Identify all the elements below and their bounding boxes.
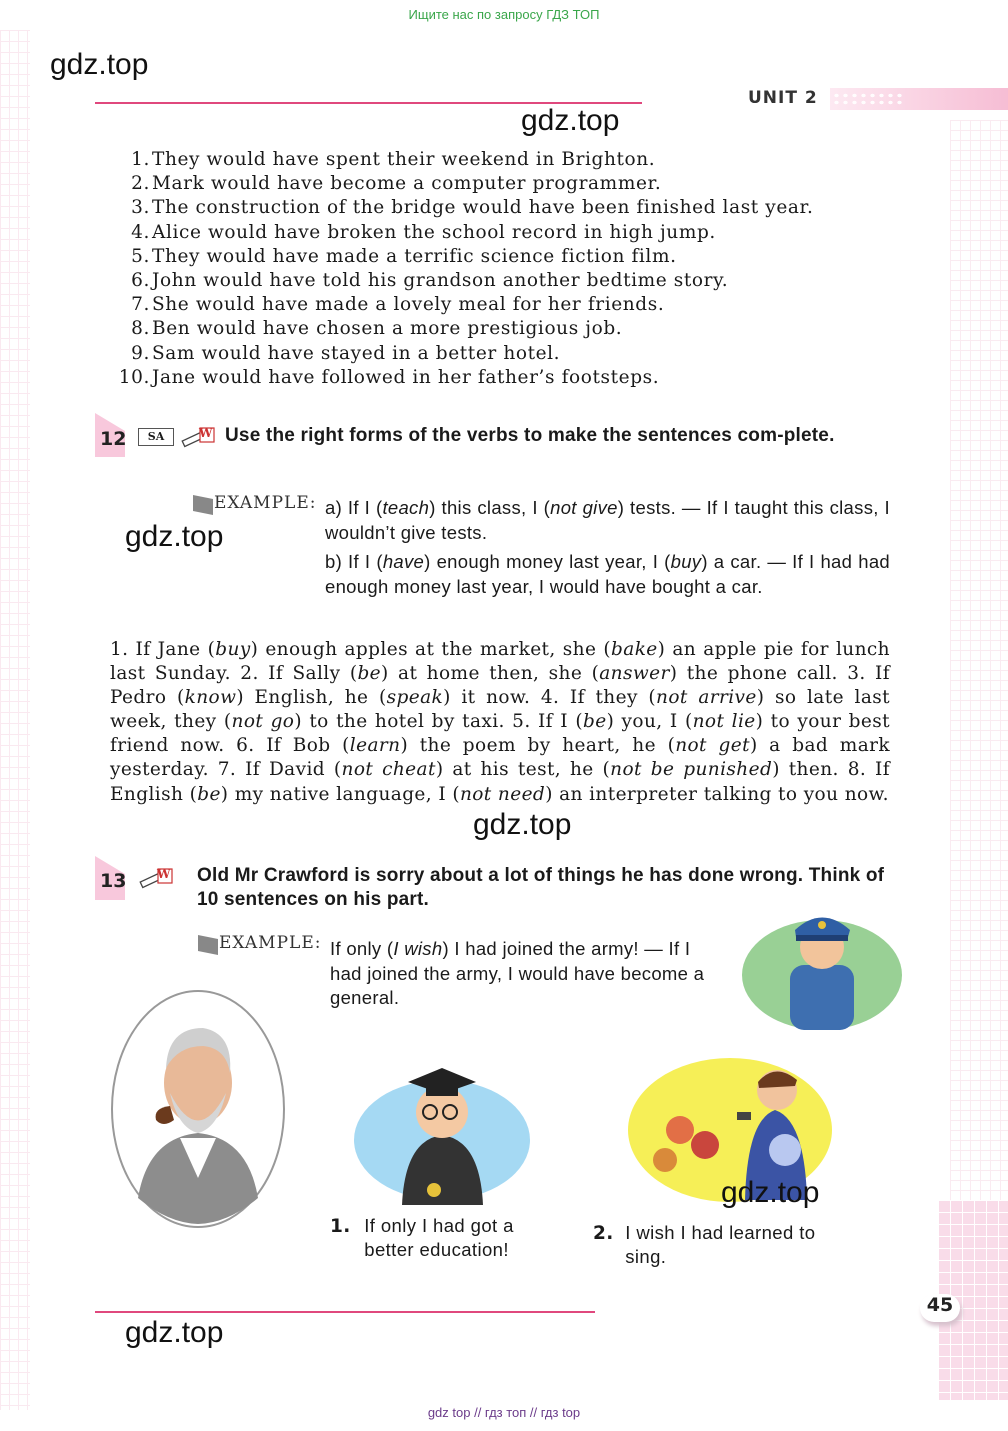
exercise-text: ) the poem by heart, he (: [400, 735, 676, 757]
watermark: gdz.top: [721, 1176, 820, 1209]
task-12-example-b: [325, 550, 890, 599]
page-number: 45: [920, 1294, 960, 1322]
list-item: [108, 197, 908, 221]
caption-text: If only I had got a better education!: [364, 1215, 514, 1260]
caption-text: I wish I had learned to sing.: [625, 1222, 816, 1267]
list-item-text: Alice would have broken the school record in high jump.: [152, 221, 716, 243]
list-item-number: 2.: [131, 173, 150, 195]
writing-icon-letter: W: [157, 867, 171, 881]
mr-crawford-portrait: [108, 988, 290, 1232]
list-item-number: 5.: [131, 245, 150, 267]
example-text: ) enough money last year, I (: [424, 551, 671, 572]
list-item-number: 7.: [131, 294, 150, 316]
list-item: [108, 222, 908, 246]
example-flag-icon: [198, 935, 220, 955]
exercise-verb: speak: [386, 687, 444, 709]
list-item: [108, 343, 908, 367]
left-margin-pattern: [0, 30, 30, 1410]
list-item-number: 6.: [131, 269, 150, 291]
list-item-text: They would have spent their weekend in Brighton.: [152, 149, 656, 170]
task-13-example: [330, 937, 725, 1011]
exercise-verb: know: [184, 687, 237, 709]
exercise-text: ) it now. 4. If they (: [443, 687, 657, 709]
exercise-verb: be: [357, 663, 382, 685]
general-illustration: [740, 895, 905, 1035]
list-item-text: Sam would have stayed in a better hotel.: [152, 342, 561, 364]
task-12-number: 12: [100, 428, 127, 450]
exercise-verb: bake: [611, 639, 658, 660]
example-text: ) this class, I (: [429, 497, 551, 518]
list-item: [108, 270, 908, 294]
example-label-text: EXAMPLE:: [214, 493, 317, 513]
watermark: gdz.top: [473, 808, 572, 841]
task-13-number: 13: [100, 870, 127, 892]
example-text: ) a car. — If I had had enough money last year, I would have bought a car.: [325, 551, 890, 597]
caption-number: 1.: [330, 1216, 351, 1237]
watermark: gdz.top: [125, 520, 224, 553]
exercise-verb: not go: [231, 711, 295, 733]
list-item: [108, 149, 908, 173]
exercise-text: 1. If Jane (: [110, 639, 216, 660]
top-search-note: Ищите нас по запросу ГДЗ ТОП: [408, 7, 600, 22]
task-12-exercise-text: [110, 638, 890, 807]
bottom-note: gdz top // гдз топ // гдз top: [427, 1405, 581, 1420]
graduate-illustration: [350, 1030, 535, 1210]
writing-icon-letter: W: [199, 426, 213, 440]
example-text: a) If I (: [325, 497, 383, 518]
exercise-text: ) an interpreter talking to you now.: [545, 783, 889, 805]
caption-number: 2.: [593, 1223, 614, 1244]
example-flag-icon: [193, 495, 215, 515]
exercise-verb: answer: [599, 663, 670, 685]
example-label-text: EXAMPLE:: [219, 933, 322, 953]
list-item-number: 1.: [131, 149, 150, 170]
exercise-text: ) to the hotel by taxi. 5. If I (: [294, 711, 583, 733]
exercise-verb: not get: [675, 735, 750, 757]
list-item-number: 10.: [118, 366, 150, 388]
exercise-verb: be: [197, 783, 221, 805]
example-verb: teach: [382, 497, 430, 518]
list-item-text: Mark would have become a computer programmer.: [152, 173, 662, 195]
list-item-text: Jane would have followed in her father’s footsteps.: [152, 366, 660, 388]
watermark: gdz.top: [521, 104, 620, 137]
exercise-text: ) then. 8. If English (: [110, 759, 891, 805]
watermark: gdz.top: [125, 1316, 224, 1349]
example-text: ) I had joined the army! — If I had joined the army, I would have become a general.: [330, 938, 705, 1008]
exercise-text: ) at his test, he (: [435, 759, 611, 781]
exercise-text: ) the phone call. 3. If Pedro (: [110, 663, 890, 709]
right-margin-pattern: [950, 120, 1008, 1200]
list-item-text: She would have made a lovely meal for her friends.: [152, 294, 665, 316]
exercise-text: ) English, he (: [236, 687, 387, 709]
exercise-verb: not lie: [692, 711, 756, 733]
exercise-text: ) so late last week, they (: [110, 687, 890, 733]
list-item: [108, 294, 908, 318]
watermark: gdz.top: [50, 48, 149, 81]
task-12-example-a: [325, 496, 890, 545]
caption-2: [593, 1221, 838, 1269]
answer-list: [108, 149, 908, 391]
exercise-text: ) enough apples at the market, she (: [250, 639, 612, 660]
example-text: ) tests. — If I taught this class, I wouldn’t give tests.: [325, 497, 890, 543]
task-12-example-label: [214, 493, 316, 513]
task-13-example-label: [219, 933, 321, 953]
exercise-verb: not be punished: [610, 759, 773, 781]
list-item: [108, 367, 908, 391]
exercise-text: ) to your best friend now. 6. If Bob (: [110, 711, 891, 757]
speaking-icon: SA: [138, 428, 174, 446]
exercise-text: ) at home then, she (: [381, 663, 600, 685]
example-text: If only (: [330, 938, 394, 959]
list-item-number: 3.: [131, 197, 150, 219]
list-item-text: They would have made a terrific science fiction film.: [152, 245, 677, 267]
exercise-text: ) an apple pie for lunch last Sunday. 2. If Sally (: [110, 639, 890, 685]
example-verb: buy: [670, 551, 702, 572]
task-13-instruction: Old Mr Crawford is sorry about a lot of things he has done wrong. Think of 10 sentences on his part.: [197, 865, 885, 910]
example-text: b) If I (: [325, 551, 383, 572]
exercise-verb: learn: [349, 735, 401, 757]
list-item: [108, 173, 908, 197]
list-item: [108, 318, 908, 342]
exercise-text: ) you, I (: [606, 711, 693, 733]
footer-rule: [95, 1311, 595, 1313]
exercise-verb: not need: [459, 783, 546, 805]
exercise-text: ) a bad mark yesterday. 7. If David (: [110, 735, 890, 781]
exercise-text: ) my native language, I (: [220, 783, 460, 805]
exercise-verb: not cheat: [341, 759, 436, 781]
list-item-number: 4.: [131, 221, 150, 243]
exercise-verb: not arrive: [656, 687, 757, 709]
unit-label: UNIT 2: [748, 88, 818, 108]
exercise-verb: buy: [215, 639, 251, 660]
example-verb: have: [382, 551, 425, 572]
unit-dots-decoration: [832, 92, 904, 106]
list-item: [108, 246, 908, 270]
list-item-number: 8.: [131, 318, 150, 340]
caption-1: [330, 1214, 570, 1262]
list-item-number: 9.: [131, 342, 150, 364]
list-item-text: Ben would have chosen a more prestigious job.: [152, 318, 623, 340]
example-verb: not give: [550, 497, 618, 518]
list-item-text: John would have told his grandson another bedtime story.: [152, 269, 729, 291]
list-item-text: The construction of the bridge would have been finished last year.: [152, 197, 814, 219]
exercise-verb: be: [582, 711, 607, 733]
task-12-instruction: Use the right forms of the verbs to make the sentences com-plete.: [225, 425, 835, 446]
example-verb: I wish: [393, 938, 443, 959]
